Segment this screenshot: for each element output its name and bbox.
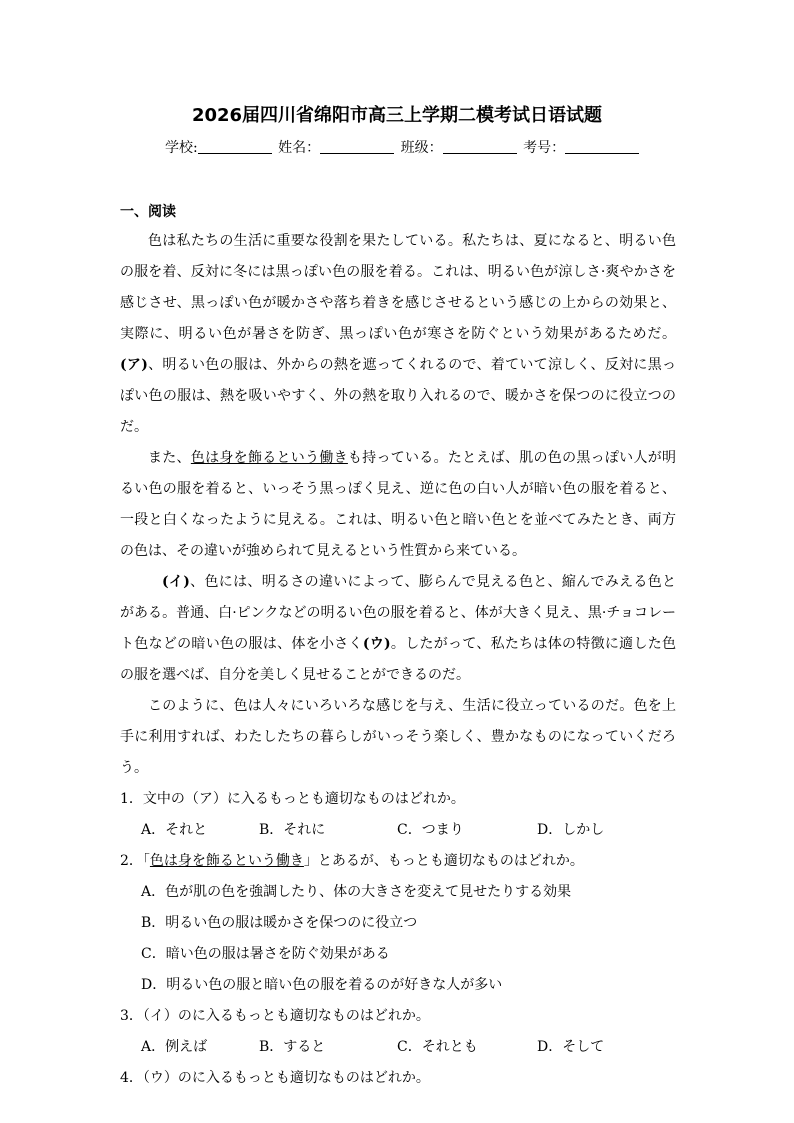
question-4-stem: 4．（ウ）のに入るもっとも適切なものはどれか。 <box>120 1070 430 1086</box>
question-3-options <box>120 1032 676 1063</box>
paragraph-3-text: 、色には、明るさの違いによって、膨らんで見える色と、縮んでみえる色とがある。普通、白·ピンクなどの明るい色の服を着ると、体が大きく見え、黒·チョコレート色などの暗い色の服は、体を小さく <box>120 574 677 652</box>
exam-number-blank <box>565 138 639 154</box>
class-blank <box>443 138 517 154</box>
question-1-stem: 1．文中の（ア）に入るもっとも適切なものはどれか。 <box>120 791 465 807</box>
option-c: C．それとも <box>397 1039 478 1055</box>
paragraph-4: このように、色は人々にいろいろな感じを与え、生活に役立っているのだ。色を上手に利用すれば、わたしたちの暮らしがいっそう楽しく、豊かなものになっていくだろう。 <box>120 698 676 776</box>
option-b: B．すると <box>259 1039 326 1055</box>
name-label: 姓名： <box>278 140 321 156</box>
paragraph-1-tail: 、明るい色の服は、外からの熱を遮ってくれるので、着ていて涼しく、反対に黒っぽい色の服は、熱を吸いやすく、外の熱を取り入れるので、暖かさを保つのに役立つのだ。 <box>120 357 676 435</box>
paragraph-2-tail: も持っている。たとえば、肌の色の黒っぽい人が明るい色の服を着ると、いっそう黒っぽく見え、逆に色の白い人が暗い色の服を着ると、一段と白くなったように見える。これは、明るい色と暗い色とを並べてみたとき、両方の色は、その違いが強められて見えるという性質から来ている。 <box>120 450 677 559</box>
question-3-stem: 3．（イ）のに入るもっとも適切なものはどれか。 <box>120 1008 430 1024</box>
paragraph-3-tail: 。したがって、私たちは体の特徴に適した色の服を選べば、自分を美しく見せることができるのだ。 <box>120 636 677 683</box>
question-2-prefix: 2．「 <box>120 853 150 869</box>
paragraph-2-head: また、 <box>148 450 191 466</box>
student-info-line <box>165 138 641 158</box>
option-d: D．しかし <box>537 822 605 838</box>
name-blank <box>320 138 394 154</box>
question-2-option-b: B．明るい色の服は暖かさを保つのに役立つ <box>141 915 418 931</box>
school-blank <box>198 138 272 154</box>
class-label: 班级： <box>400 140 443 156</box>
question-2-option-a: A．色が肌の色を強調したり、体の大きさを変えて見せたりする効果 <box>141 884 572 900</box>
paragraph-1-text: 色は私たちの生活に重要な役割を果たしている。私たちは、夏になると、明るい色の服を着、反対に冬には黒っぽい色の服を着る。これは、明るい色が涼しさ·爽やかさを感じさせ、黒っぽい色が暖かさや落ち着きを感じさせるという感じの上からの効果と、実際に、明るい色が暑さを防ぎ、黒っぽい色が寒さを防ぐという効果があるためだ。 <box>120 233 676 342</box>
question-2-option-c: C．暗い色の服は暑さを防ぐ効果がある <box>141 946 390 962</box>
option-a: A．それと <box>141 822 208 838</box>
question-2-underlined: 色は身を飾るという働き <box>149 853 304 869</box>
question-1-options <box>120 815 676 846</box>
paragraph-1 <box>120 226 676 443</box>
page-title: 2026届四川省绵阳市高三上学期二模考试日语试题 <box>191 105 603 126</box>
blank-a: (ア) <box>120 357 148 373</box>
option-c: C．つまり <box>397 822 464 838</box>
question-2-option-d: D．明るい色の服と暗い色の服を着るのが好きな人が多い <box>141 977 503 993</box>
section-heading: 一、阅读 <box>120 204 176 220</box>
school-label: 学校: <box>165 140 198 156</box>
question-2-stem <box>120 846 676 877</box>
option-a: A．例えば <box>141 1039 208 1055</box>
reading-passage <box>120 226 676 1094</box>
blank-u: (ウ) <box>362 636 391 652</box>
paragraph-2 <box>120 443 676 567</box>
option-d: D．そして <box>537 1039 605 1055</box>
option-b: B．それに <box>259 822 326 838</box>
underlined-phrase: 色は身を飾るという働き <box>190 450 348 466</box>
blank-i: (イ) <box>162 574 190 590</box>
question-2-suffix: 」とあるが、もっとも適切なものはどれか。 <box>303 853 584 869</box>
exam-number-label: 考号： <box>523 140 566 156</box>
paragraph-3 <box>120 567 676 691</box>
